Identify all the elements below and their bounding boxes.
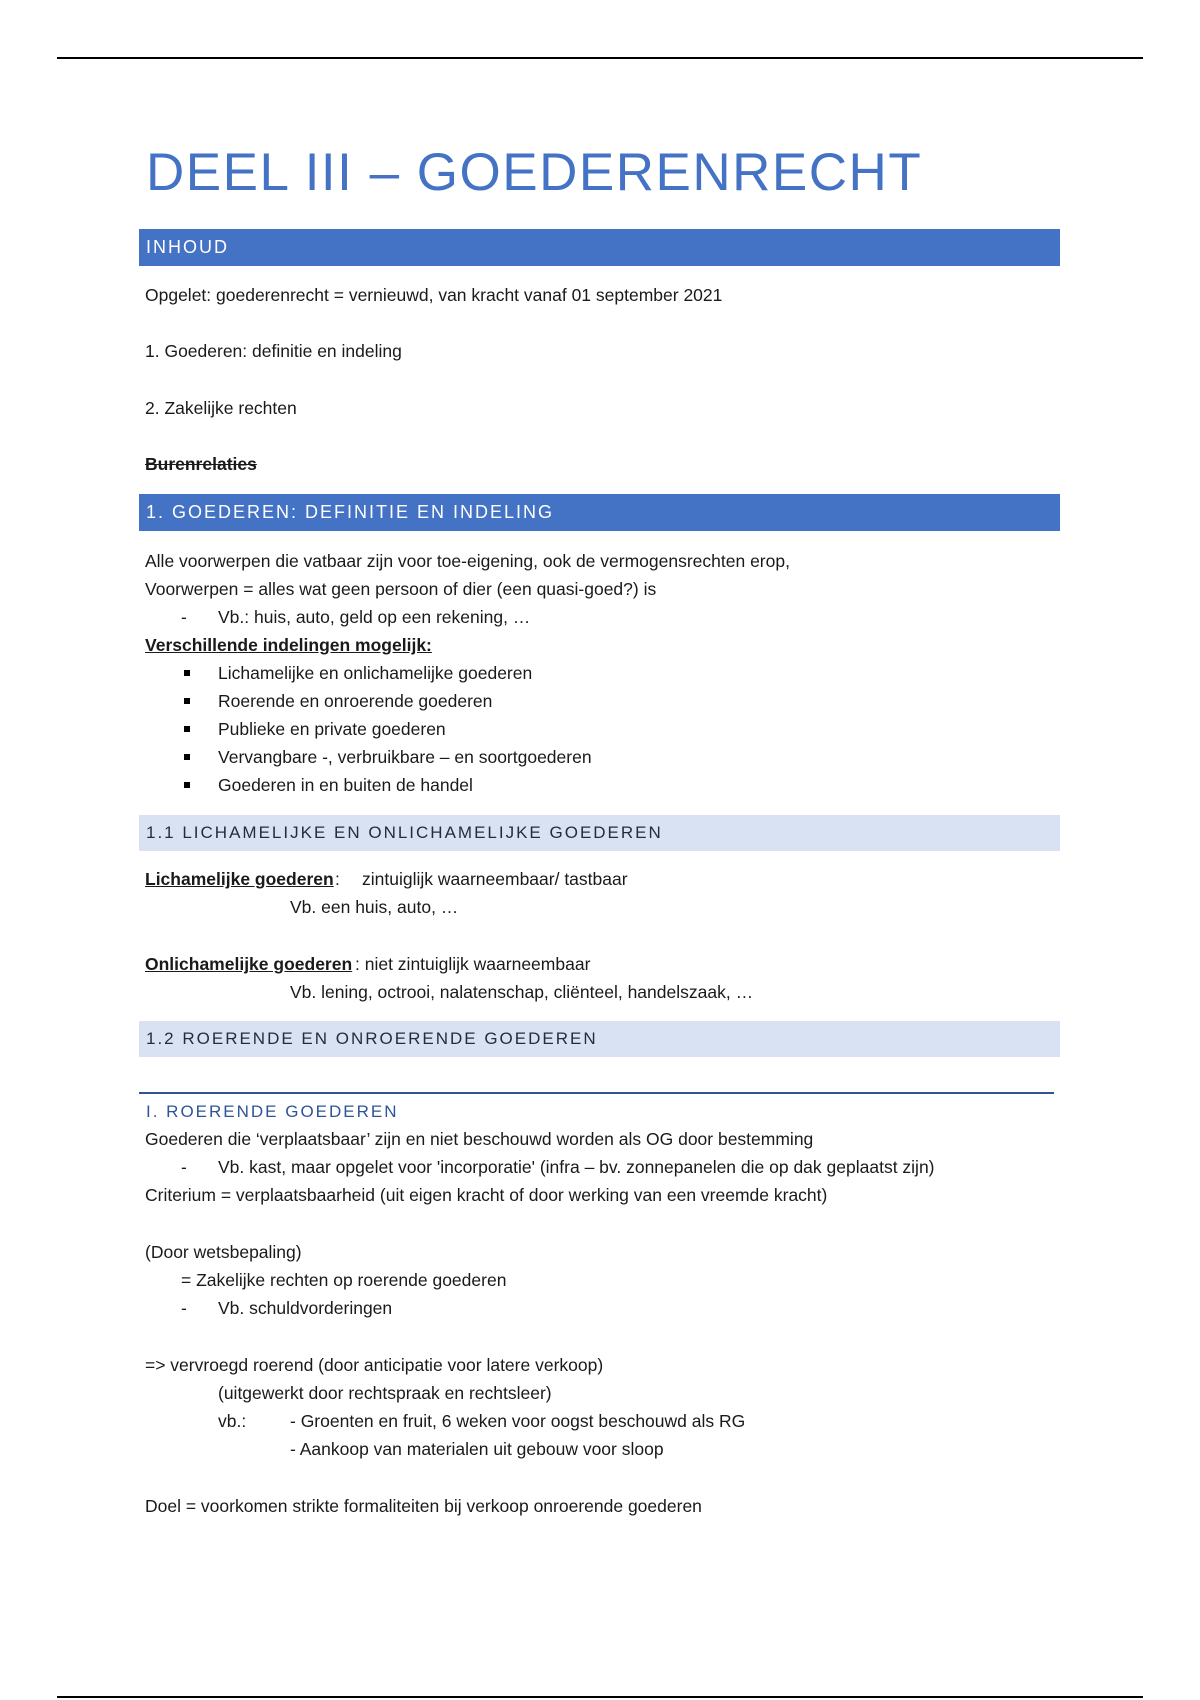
dash-bullet: - [181, 1298, 187, 1318]
onlichamelijke-example: Vb. lening, octrooi, nalatenschap, cliënteel, handelszaak, … [290, 982, 754, 1002]
square-bullet [184, 698, 190, 704]
uitgewerkt-line: (uitgewerkt door rechtspraak en rechtsleer) [218, 1383, 552, 1403]
roerende-line: Goederen die ‘verplaatsbaar’ zijn en niet beschouwd worden als OG door bestemming [145, 1129, 814, 1149]
dash-bullet: - [181, 607, 187, 627]
list-item: Goederen in en buiten de handel [218, 775, 473, 795]
lichamelijke-label: Lichamelijke goederen [145, 869, 334, 889]
list-item: Vervangbare -, verbruikbare – en soortgoederen [218, 747, 592, 767]
dash-bullet: - [181, 1157, 187, 1177]
vervroegd-line: => vervroegd roerend (door anticipatie voor latere verkoop) [145, 1355, 604, 1375]
wetsbepaling-label: (Door wetsbepaling) [145, 1242, 302, 1262]
roerende-example: Vb. kast, maar opgelet voor 'incorporatie' (infra – bv. zonnepanelen die op dak geplaatst zijn) [218, 1157, 935, 1177]
toc-item[interactable]: 2. Zakelijke rechten [145, 398, 297, 418]
square-bullet [184, 726, 190, 732]
roerende-goederen-subheading: I. ROERENDE GOEDEREN [146, 1102, 399, 1121]
square-bullet [184, 754, 190, 760]
section-1-2-heading: 1.2 ROERENDE EN ONROERENDE GOEDEREN [139, 1021, 1060, 1057]
vb-item: - Groenten en fruit, 6 weken voor oogst beschouwd als RG [290, 1411, 746, 1431]
vb-item: - Aankoop van materialen uit gebouw voor sloop [290, 1439, 664, 1459]
onlichamelijke-label: Onlichamelijke goederen [145, 954, 353, 974]
section-1-heading: 1. GOEDEREN: DEFINITIE EN INDELING [139, 494, 1060, 531]
subheading-rule [139, 1092, 1054, 1094]
wetsbepaling-definition: = Zakelijke rechten op roerende goederen [181, 1270, 507, 1290]
section-1-example: Vb.: huis, auto, geld op een rekening, … [218, 607, 531, 627]
section-1-line: Voorwerpen = alles wat geen persoon of dier (een quasi-goed?) is [145, 579, 657, 599]
criterium-line: Criterium = verplaatsbaarheid (uit eigen kracht of door werking van een vreemde kracht) [145, 1185, 828, 1205]
section-1-line: Alle voorwerpen die vatbaar zijn voor toe-eigening, ook de vermogensrechten erop, [145, 551, 790, 571]
toc-item[interactable]: 1. Goederen: definitie en indeling [145, 341, 402, 361]
toc-note: Opgelet: goederenrecht = vernieuwd, van kracht vanaf 01 september 2021 [145, 285, 723, 305]
section-1-1-heading: 1.1 LICHAMELIJKE EN ONLICHAMELIJKE GOEDEREN [139, 815, 1060, 851]
square-bullet [184, 670, 190, 676]
toc-heading: INHOUD [139, 229, 1060, 266]
list-item: Roerende en onroerende goederen [218, 691, 493, 711]
toc-item-struck[interactable]: Burenrelaties [145, 454, 257, 474]
document-title: DEEL III – GOEDERENRECHT [146, 143, 923, 202]
wetsbepaling-example: Vb. schuldvorderingen [218, 1298, 393, 1318]
list-item: Publieke en private goederen [218, 719, 446, 739]
list-item: Lichamelijke en onlichamelijke goederen [218, 663, 533, 683]
lichamelijke-definition: zintuiglijk waarneembaar/ tastbaar [362, 869, 628, 889]
page-bottom-rule [57, 1696, 1143, 1698]
page-top-rule [57, 57, 1143, 59]
vb-label: vb.: [218, 1411, 247, 1431]
square-bullet [184, 782, 190, 788]
doel-line: Doel = voorkomen strikte formaliteiten bij verkoop onroerende goederen [145, 1496, 702, 1516]
onlichamelijke-definition: : niet zintuiglijk waarneembaar [355, 954, 591, 974]
indelingen-label: Verschillende indelingen mogelijk: [145, 635, 432, 655]
lichamelijke-example: Vb. een huis, auto, … [290, 897, 459, 917]
lichamelijke-colon: : [335, 869, 340, 889]
